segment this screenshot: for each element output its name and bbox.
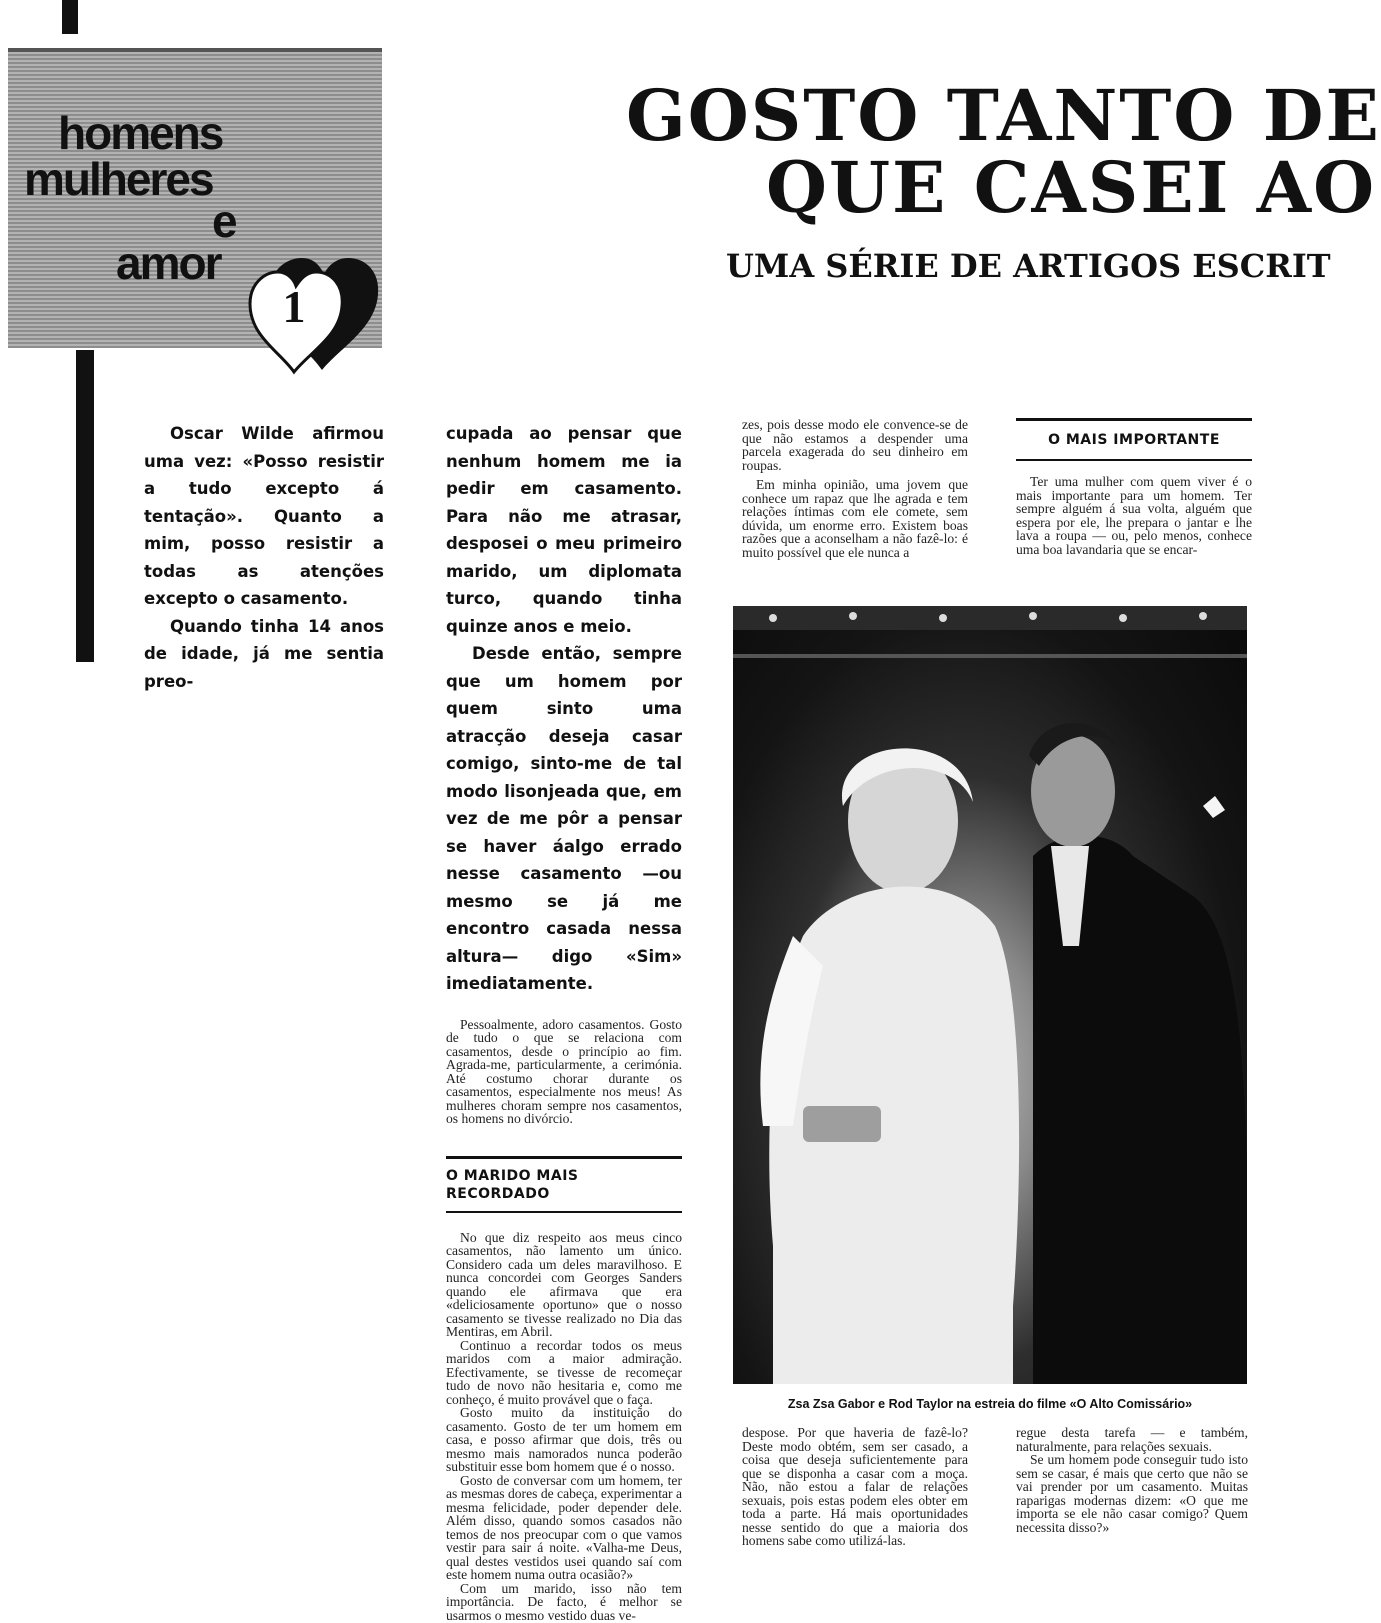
lead-text xyxy=(446,420,682,998)
headline-line-1: GOSTO TANTO DE xyxy=(626,74,1381,157)
section-rule xyxy=(1016,418,1252,421)
section-rule-bottom xyxy=(446,1211,682,1213)
side-print-mark xyxy=(76,350,94,662)
subhead-marido: O MARIDO MAIS RECORDADO xyxy=(446,1167,579,1202)
section-word-homens: homens xyxy=(58,107,223,159)
heart-icon xyxy=(244,232,384,384)
headline-line-2: QUE CASEI AO xyxy=(766,146,1377,229)
column-2 xyxy=(446,420,682,1622)
paragraph: Ter uma mulher com quem viver é o mais importante para um homem. Ter sempre alguém á sua volta, alguém que espera por ele, lhe prepara o jantar e lhe lava a roupa — ou, pelo menos, conhece uma boa lavandaria que se encar- xyxy=(1016,474,1252,557)
section-word-e: e xyxy=(212,195,236,247)
paragraph: Com um marido, isso não tem importância. De facto, é melhor se usarmos o mesmo vestido duas ve- xyxy=(446,1580,682,1623)
section-rule-bottom xyxy=(1016,459,1252,461)
paragraph: Gosto de conversar com um homem, ter as mesmas dores de cabeça, experimentar a mesma felicidade, poder depender dele. Além disso, quando somos casados não temos de nos preocupar com o que vamos vestir para sair á noite. «Valha-me Deus, qual destes vestidos usei quando saí com este homem numa outra ocasião?» xyxy=(446,1472,682,1582)
paragraph: zes, pois desse modo ele convence-se de que não estamos a despender uma parcela exagerada do seu dinheiro em roupas. xyxy=(742,417,968,473)
paragraph: Desde então, sempre que um homem por quem sinto uma atracção deseja casar comigo, sinto-me de tal modo lisonjeada que, em vez de me pôr a pensar se haver áalgo errado nesse casamento —ou mesmo se já me encontro casada nessa altura— digo «Sim» imediatamente. xyxy=(446,644,682,993)
paragraph: Continuo a recordar todos os meus maridos com a maior admiração. Efectivamente, se tivesse de recomeçar tudo de novo não hesitaria e, como me conheço, é muito provável que o faça. xyxy=(446,1337,682,1407)
body-text xyxy=(1016,475,1252,556)
body-text xyxy=(446,1231,682,1623)
paragraph: Em minha opinião, uma jovem que conhece um rapaz que lhe agrada e tem relações íntimas com ele comete, sem dúvida, um enorme erro. Existem boas razões que a aconselham a não fazê-lo: é muito possível que ele nunca a xyxy=(742,477,968,560)
subhead-mais-importante: O MAIS IMPORTANTE xyxy=(1048,432,1220,448)
paragraph: Quando tinha 14 anos de idade, já me sentia preo- xyxy=(144,616,384,691)
top-print-mark xyxy=(62,0,78,34)
section-label-box xyxy=(8,48,382,348)
paragraph: cupada ao pensar que nenhum homem me ia pedir em casamento. Para não me atrasar, desposei o meu primeiro marido, um diplomata turco, quando tinha quinze anos e meio. xyxy=(446,424,682,636)
headline-subtitle: UMA SÉRIE DE ARTIGOS ESCRIT xyxy=(726,247,1331,285)
body-text xyxy=(446,1018,682,1126)
column-5 xyxy=(742,1426,968,1548)
section-number: 1 xyxy=(282,281,306,332)
section-word-mulheres: mulheres xyxy=(24,153,213,205)
paragraph: despose. Por que haveria de fazê-lo? Deste modo obtém, sem ser casado, a coisa que deseja suficientemente para que se disponha a casar com a moça. Não, não estou a falar de relações sexuais, pois estas podem eles obter em toda a parte. Há mais oportunidades nesse sentido do que a maioria dos homens sabe como utilizá-las. xyxy=(742,1425,968,1548)
section-rule xyxy=(446,1156,682,1159)
paragraph: Se um homem pode conseguir tudo isto sem se casar, é mais que certo que não se vai prender por um casamento. Muitas raparigas modernas dizem: «O que me importa se ele não casar comigo? Quem necessita disso?» xyxy=(1016,1452,1248,1535)
paragraph: regue desta tarefa — e também, naturalmente, para relações sexuais. xyxy=(1016,1425,1248,1454)
paragraph: Pessoalmente, adoro casamentos. Gosto de tudo o que se relaciona com casamentos, desde o princípio ao fim. Agrada-me, particularmente, a cerimónia. Até costumo chorar durante os casamentos, especialmente nos meus! As mulheres choram sempre nos casamentos, os homens no divórcio. xyxy=(446,1016,682,1126)
column-3 xyxy=(742,418,968,559)
column-4 xyxy=(1016,418,1252,556)
paragraph: No que diz respeito aos meus cinco casamentos, não lamento um único. Considero cada um deles maravilhoso. E nunca concordei com Georges Sanders quando ele afirmava que era «deliciosamente oportuno» que o nosso casamento se tivesse realizado no Dia das Mentiras, em Abril. xyxy=(446,1229,682,1339)
paragraph: Gosto muito da instituição do casamento. Gosto de ter um homem em casa, e posso afirmar que dois, três ou mesmo mais namorados nunca poderão substituir esse bom homem que é o nosso. xyxy=(446,1405,682,1474)
paragraph: Oscar Wilde afirmou uma vez: «Posso resistir a tudo excepto á tentação». Quanto a mim, posso resistir a todas as atenções excepto o casamento. xyxy=(144,424,384,608)
column-1 xyxy=(144,420,384,695)
section-word-amor: amor xyxy=(116,237,221,289)
photo xyxy=(733,606,1247,1384)
column-6 xyxy=(1016,1426,1248,1534)
photo-caption: Zsa Zsa Gabor e Rod Taylor na estreia do filme «O Alto Comissário» xyxy=(787,1397,1193,1411)
